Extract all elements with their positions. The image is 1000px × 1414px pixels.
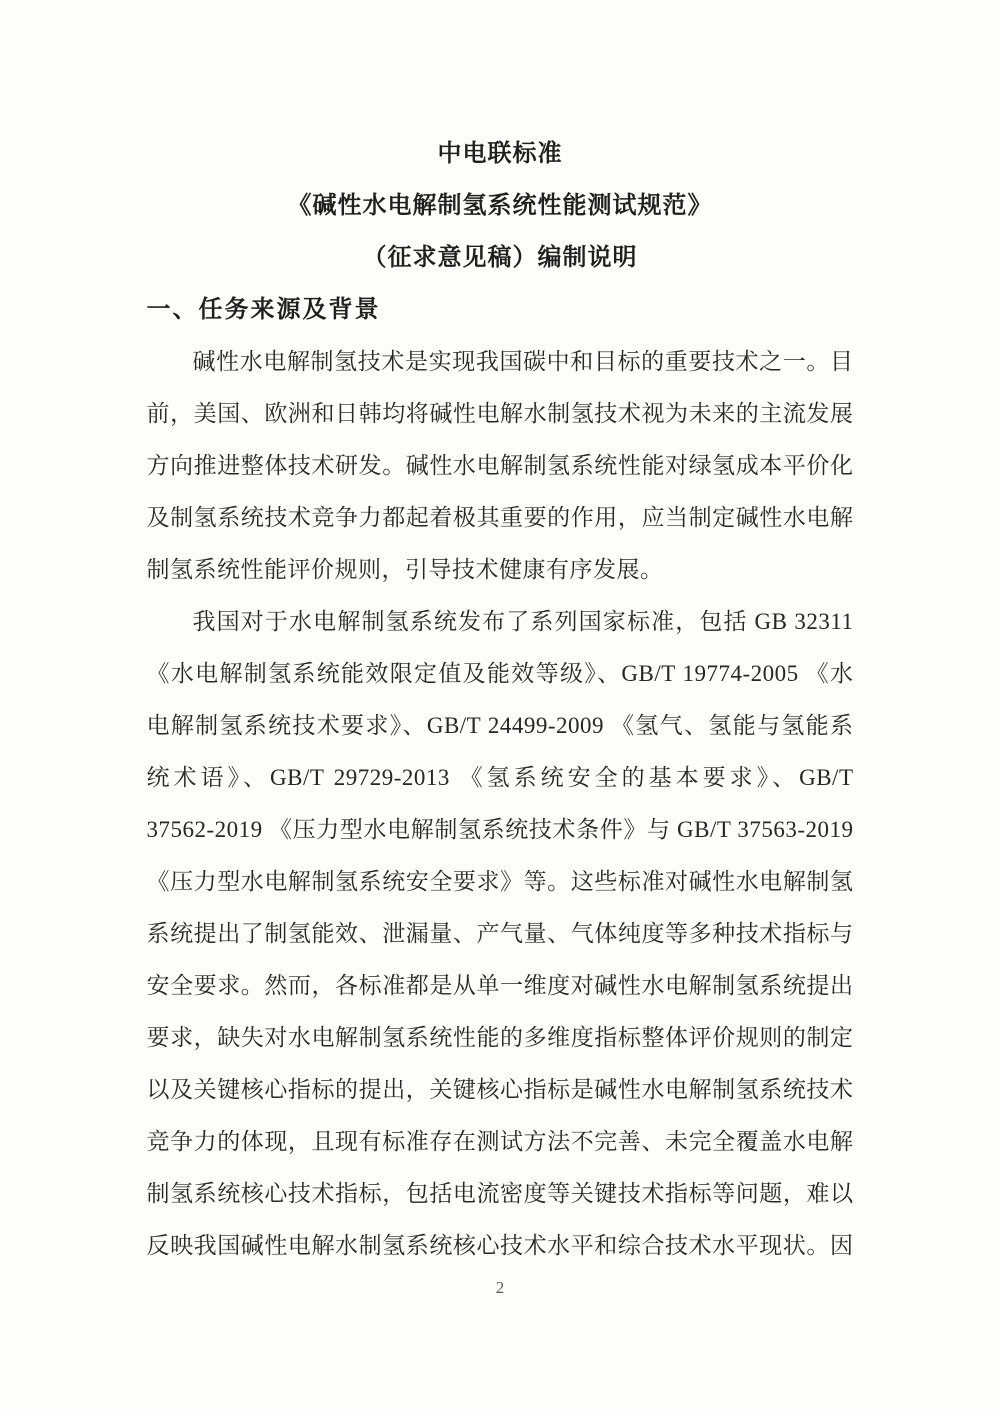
body-line: 前，美国、欧洲和日韩均将碱性电解水制氢技术视为未来的主流发展 <box>146 401 854 426</box>
body-line: 要求，缺失对水电解制氢系统性能的多维度指标整体评价规则的制定 <box>146 1025 854 1050</box>
body-line: 37562-2019 《压力型水电解制氢系统技术条件》与 GB/T 37563-2019 <box>146 817 854 842</box>
body-line: 反映我国碱性电解水制氢系统核心技术水平和综合技术水平现状。因 <box>146 1233 854 1258</box>
text-block <box>147 128 854 1272</box>
page-number: 2 <box>495 1278 505 1297</box>
body-line: 竞争力的体现，且现有标准存在测试方法不完善、未完全覆盖水电解 <box>146 1129 854 1154</box>
doc-title-organization: 中电联标准 <box>437 140 563 167</box>
body-line: 我国对于水电解制氢系统发布了系列国家标准，包括 GB 32311 <box>192 609 854 634</box>
doc-title-draft-type: （征求意见稿）编制说明 <box>362 244 638 271</box>
body-line: 方向推进整体技术研发。碱性水电解制氢系统性能对绿氢成本平价化 <box>146 453 854 478</box>
body-line: 系统提出了制氢能效、泄漏量、产气量、气体纯度等多种技术指标与 <box>146 921 854 946</box>
body-line: 制氢系统核心技术指标，包括电流密度等关键技术指标等问题，难以 <box>146 1181 854 1206</box>
body-line: 《压力型水电解制氢系统安全要求》等。这些标准对碱性水电解制氢 <box>146 869 854 894</box>
body-line: 电解制氢系统技术要求》、GB/T 24499-2009 《氢气、氢能与氢能系 <box>146 713 854 738</box>
body-line: 以及关键核心指标的提出，关键核心指标是碱性水电解制氢系统技术 <box>146 1077 854 1102</box>
body-line: 《水电解制氢系统能效限定值及能效等级》、GB/T 19774-2005 《水 <box>146 661 854 686</box>
doc-title-standard-name: 《碱性水电解制氢系统性能测试规范》 <box>287 192 713 219</box>
body-line: 碱性水电解制氢技术是实现我国碳中和目标的重要技术之一。目 <box>192 349 854 374</box>
body-line: 制氢系统性能评价规则，引导技术健康有序发展。 <box>146 557 664 582</box>
section-heading-task-source-background: 一、任务来源及背景 <box>146 296 381 323</box>
body-line: 及制氢系统技术竞争力都起着极其重要的作用，应当制定碱性水电解 <box>146 505 854 530</box>
body-line: 统术语》、GB/T 29729-2013 《氢系统安全的基本要求》、GB/T <box>146 765 854 790</box>
body-line: 安全要求。然而，各标准都是从单一维度对碱性水电解制氢系统提出 <box>146 973 854 998</box>
